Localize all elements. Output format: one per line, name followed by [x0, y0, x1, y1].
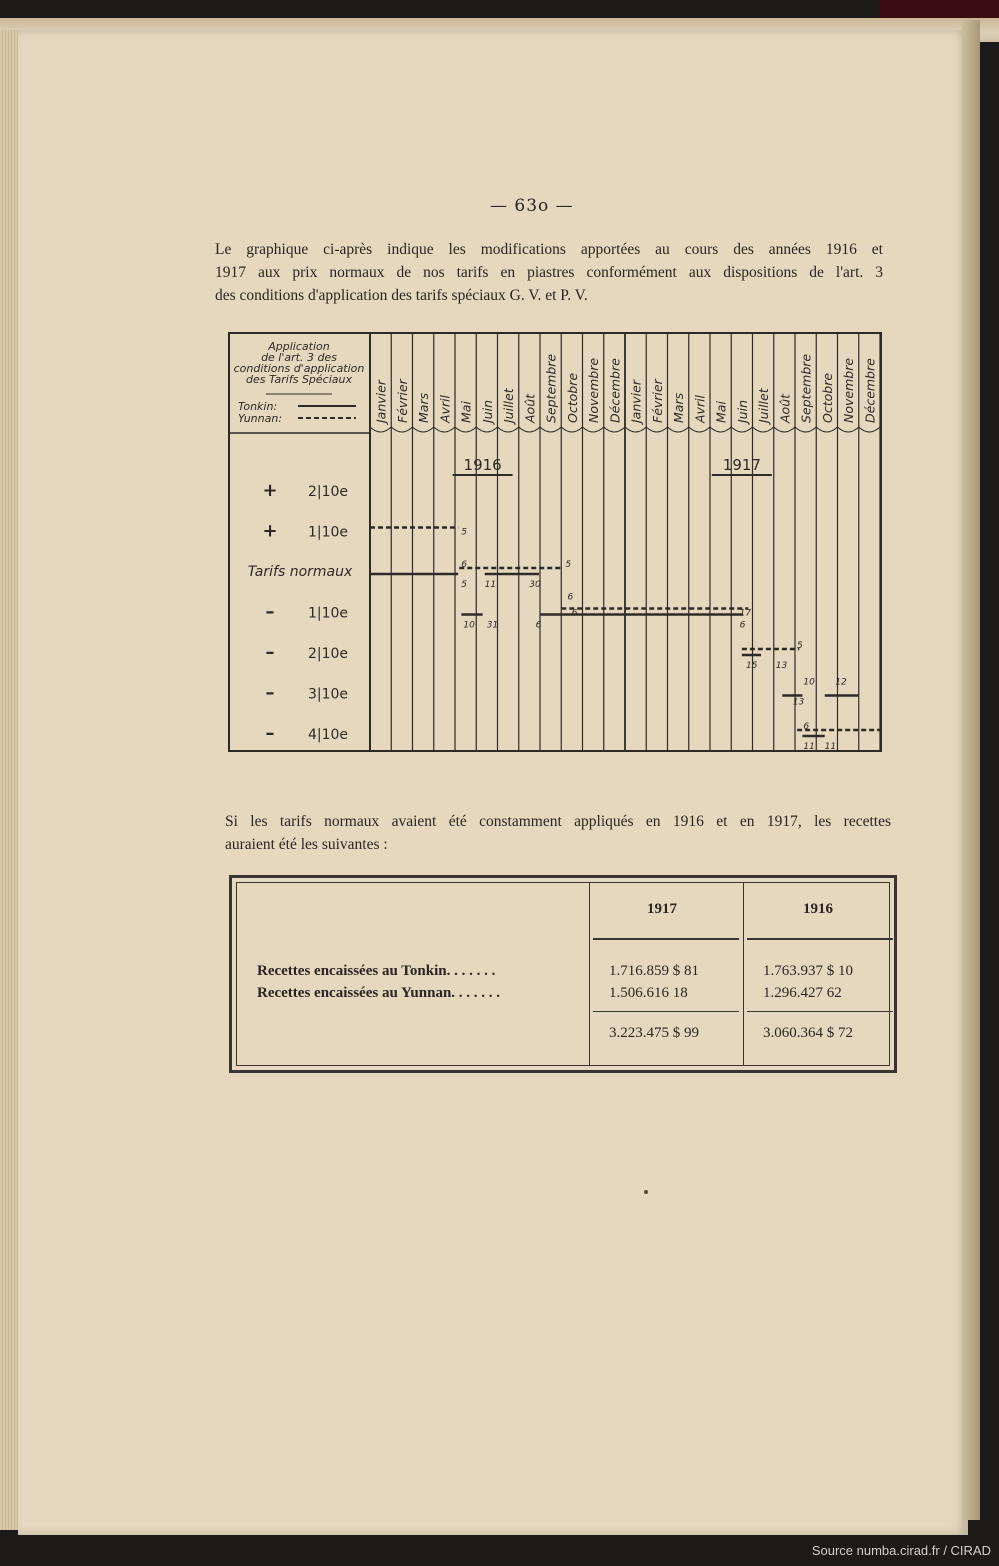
- day-annotation: 5: [797, 640, 803, 651]
- month-header-curve: [731, 427, 752, 432]
- level-sign: –: [265, 601, 275, 623]
- day-annotation: 5: [461, 527, 467, 538]
- revenue-line: Si les tarifs normaux avaient été constamment appliqués en 1916 et en 1917, les recettes: [225, 813, 891, 830]
- total-rule: [747, 1011, 893, 1012]
- month-header-curve: [519, 427, 540, 432]
- day-annotation: 15: [746, 661, 758, 672]
- month-label: Août: [522, 393, 538, 423]
- year-label: 1917: [722, 456, 761, 474]
- day-annotation: 6: [567, 592, 574, 603]
- revenue-paragraph: [225, 810, 891, 856]
- header-rule: [593, 938, 739, 940]
- month-header-curve: [838, 427, 859, 432]
- level-label: 1|10e: [307, 524, 349, 541]
- month-header-curve: [774, 427, 795, 432]
- level-label: 4|10e: [307, 727, 349, 743]
- month-header-curve: [370, 427, 391, 432]
- day-annotation: 30: [529, 580, 541, 591]
- day-annotation: 13: [775, 661, 788, 672]
- month-label: Décembre: [862, 358, 878, 423]
- day-annotation: 5: [461, 580, 467, 591]
- month-header-curve: [540, 427, 561, 432]
- month-header-curve: [434, 427, 455, 432]
- cell-total-1916: 3.060.364 $ 72: [763, 1025, 853, 1041]
- month-label: Février: [649, 379, 665, 423]
- total-rule: [593, 1011, 739, 1012]
- cell-tonkin-1917: 1.716.859 $ 81: [609, 963, 699, 979]
- day-annotation: 10: [803, 677, 815, 688]
- month-header-curve: [710, 427, 731, 432]
- level-label-normal: Tarifs normaux: [247, 564, 353, 580]
- intro-line: des conditions d'application des tarifs spéciaux G. V. et P. V.: [215, 287, 588, 304]
- month-header-curve: [583, 427, 604, 432]
- day-annotation: 11: [824, 742, 837, 752]
- revenue-table: [229, 875, 897, 1073]
- day-annotation: 11: [484, 580, 497, 591]
- month-header-curve: [391, 427, 412, 432]
- day-annotation: 17: [739, 608, 752, 619]
- revenue-line: auraient été les suivantes :: [225, 836, 388, 853]
- day-annotation: 10: [463, 620, 475, 631]
- level-sign: +: [262, 520, 278, 542]
- month-label: Décembre: [607, 358, 623, 423]
- year-label: 1916: [463, 456, 502, 474]
- month-label: Mars: [671, 392, 687, 423]
- cell-total-1917: 3.223.475 $ 99: [609, 1025, 699, 1041]
- month-label: Juillet: [756, 388, 772, 423]
- revenue-table-inner: [236, 882, 890, 1066]
- month-label: Avril: [692, 394, 708, 423]
- month-header-curve: [476, 427, 497, 432]
- month-label: Août: [777, 393, 793, 423]
- month-label: Octobre: [819, 372, 835, 423]
- month-label: Mai: [713, 401, 729, 423]
- source-credit: Source numba.cirad.fr / CIRAD: [811, 1543, 991, 1558]
- level-label: 3|10e: [307, 686, 349, 703]
- column-header-1916: 1916: [803, 901, 833, 917]
- month-header-curve: [498, 427, 519, 432]
- month-label: Juillet: [501, 388, 517, 423]
- level-label: 2|10e: [307, 484, 349, 500]
- month-label: Janvier: [628, 380, 644, 423]
- chart-header-label: de l'art. 3 des: [261, 351, 337, 364]
- cell-yunnan-1916: 1.296.427 62: [763, 985, 842, 1001]
- legend-label: Tonkin:: [238, 400, 278, 413]
- level-sign: +: [262, 480, 278, 501]
- month-label: Septembre: [798, 353, 814, 423]
- month-header-curve: [561, 427, 582, 432]
- day-annotation: 6: [535, 620, 542, 631]
- legend-label: Yunnan:: [238, 412, 283, 425]
- month-label: Mai: [458, 401, 474, 423]
- month-label: Janvier: [373, 380, 389, 423]
- month-header-curve: [753, 427, 774, 432]
- row-label-yunnan: Recettes encaissées au Yunnan. . . . . . .: [257, 985, 501, 1001]
- level-sign: –: [265, 723, 275, 744]
- column-divider: [743, 883, 744, 1065]
- month-label: Février: [394, 379, 410, 423]
- cell-tonkin-1916: 1.763.937 $ 10: [763, 963, 853, 979]
- level-label: 2|10e: [307, 646, 349, 662]
- day-annotation: 31: [486, 620, 499, 631]
- month-label: Septembre: [543, 353, 559, 423]
- month-header-curve: [625, 427, 646, 432]
- chart-header-label: Application: [268, 340, 330, 353]
- month-header-curve: [455, 427, 476, 432]
- month-label: Mars: [416, 392, 432, 423]
- chart-header-label: conditions d'application: [233, 362, 365, 375]
- tariff-chart: [228, 332, 882, 752]
- month-label: Avril: [437, 394, 453, 423]
- month-header-curve: [668, 427, 689, 432]
- day-annotation: 11: [803, 742, 815, 752]
- paper-speck: [644, 1190, 648, 1194]
- day-annotation: 13: [792, 697, 805, 708]
- row-label-tonkin: Recettes encaissées au Tonkin. . . . . . .: [257, 963, 496, 979]
- day-annotation: 6: [803, 721, 810, 732]
- header-rule: [747, 938, 893, 940]
- tariff-chart-svg: [228, 332, 882, 752]
- day-annotation: 12: [835, 677, 847, 688]
- intro-line: 1917 aux prix normaux de nos tarifs en piastres conformément aux dispositions de l'art. 3: [215, 264, 883, 281]
- month-header-curve: [646, 427, 667, 432]
- month-header-curve: [795, 427, 816, 432]
- column-header-1917: 1917: [647, 901, 677, 917]
- day-annotation: 5: [565, 559, 572, 570]
- day-annotation: 6: [739, 620, 746, 631]
- level-sign: –: [265, 682, 275, 704]
- day-annotation: 6: [461, 559, 467, 570]
- level-label: 1|10e: [307, 605, 349, 622]
- day-annotation: 6: [571, 608, 578, 619]
- month-header-curve: [604, 427, 625, 432]
- page-gutter-right: [962, 20, 980, 1520]
- month-header-curve: [413, 427, 434, 432]
- cell-yunnan-1917: 1.506.616 18: [609, 985, 688, 1001]
- month-label: Juin: [734, 399, 750, 423]
- month-header-curve: [859, 427, 880, 432]
- month-label: Juin: [479, 399, 495, 423]
- page-number: — 63o —: [490, 196, 574, 216]
- month-label: Novembre: [841, 357, 857, 423]
- month-header-curve: [816, 427, 837, 432]
- intro-line: Le graphique ci-après indique les modifications apportées au cours des années 1916 et: [215, 241, 883, 258]
- intro-paragraph: [215, 238, 883, 307]
- month-label: Novembre: [586, 357, 602, 423]
- month-header-curve: [689, 427, 710, 432]
- chart-header-label: des Tarifs Spéciaux: [245, 373, 353, 386]
- month-label: Octobre: [564, 372, 580, 423]
- column-divider: [589, 883, 590, 1065]
- level-sign: –: [265, 642, 275, 663]
